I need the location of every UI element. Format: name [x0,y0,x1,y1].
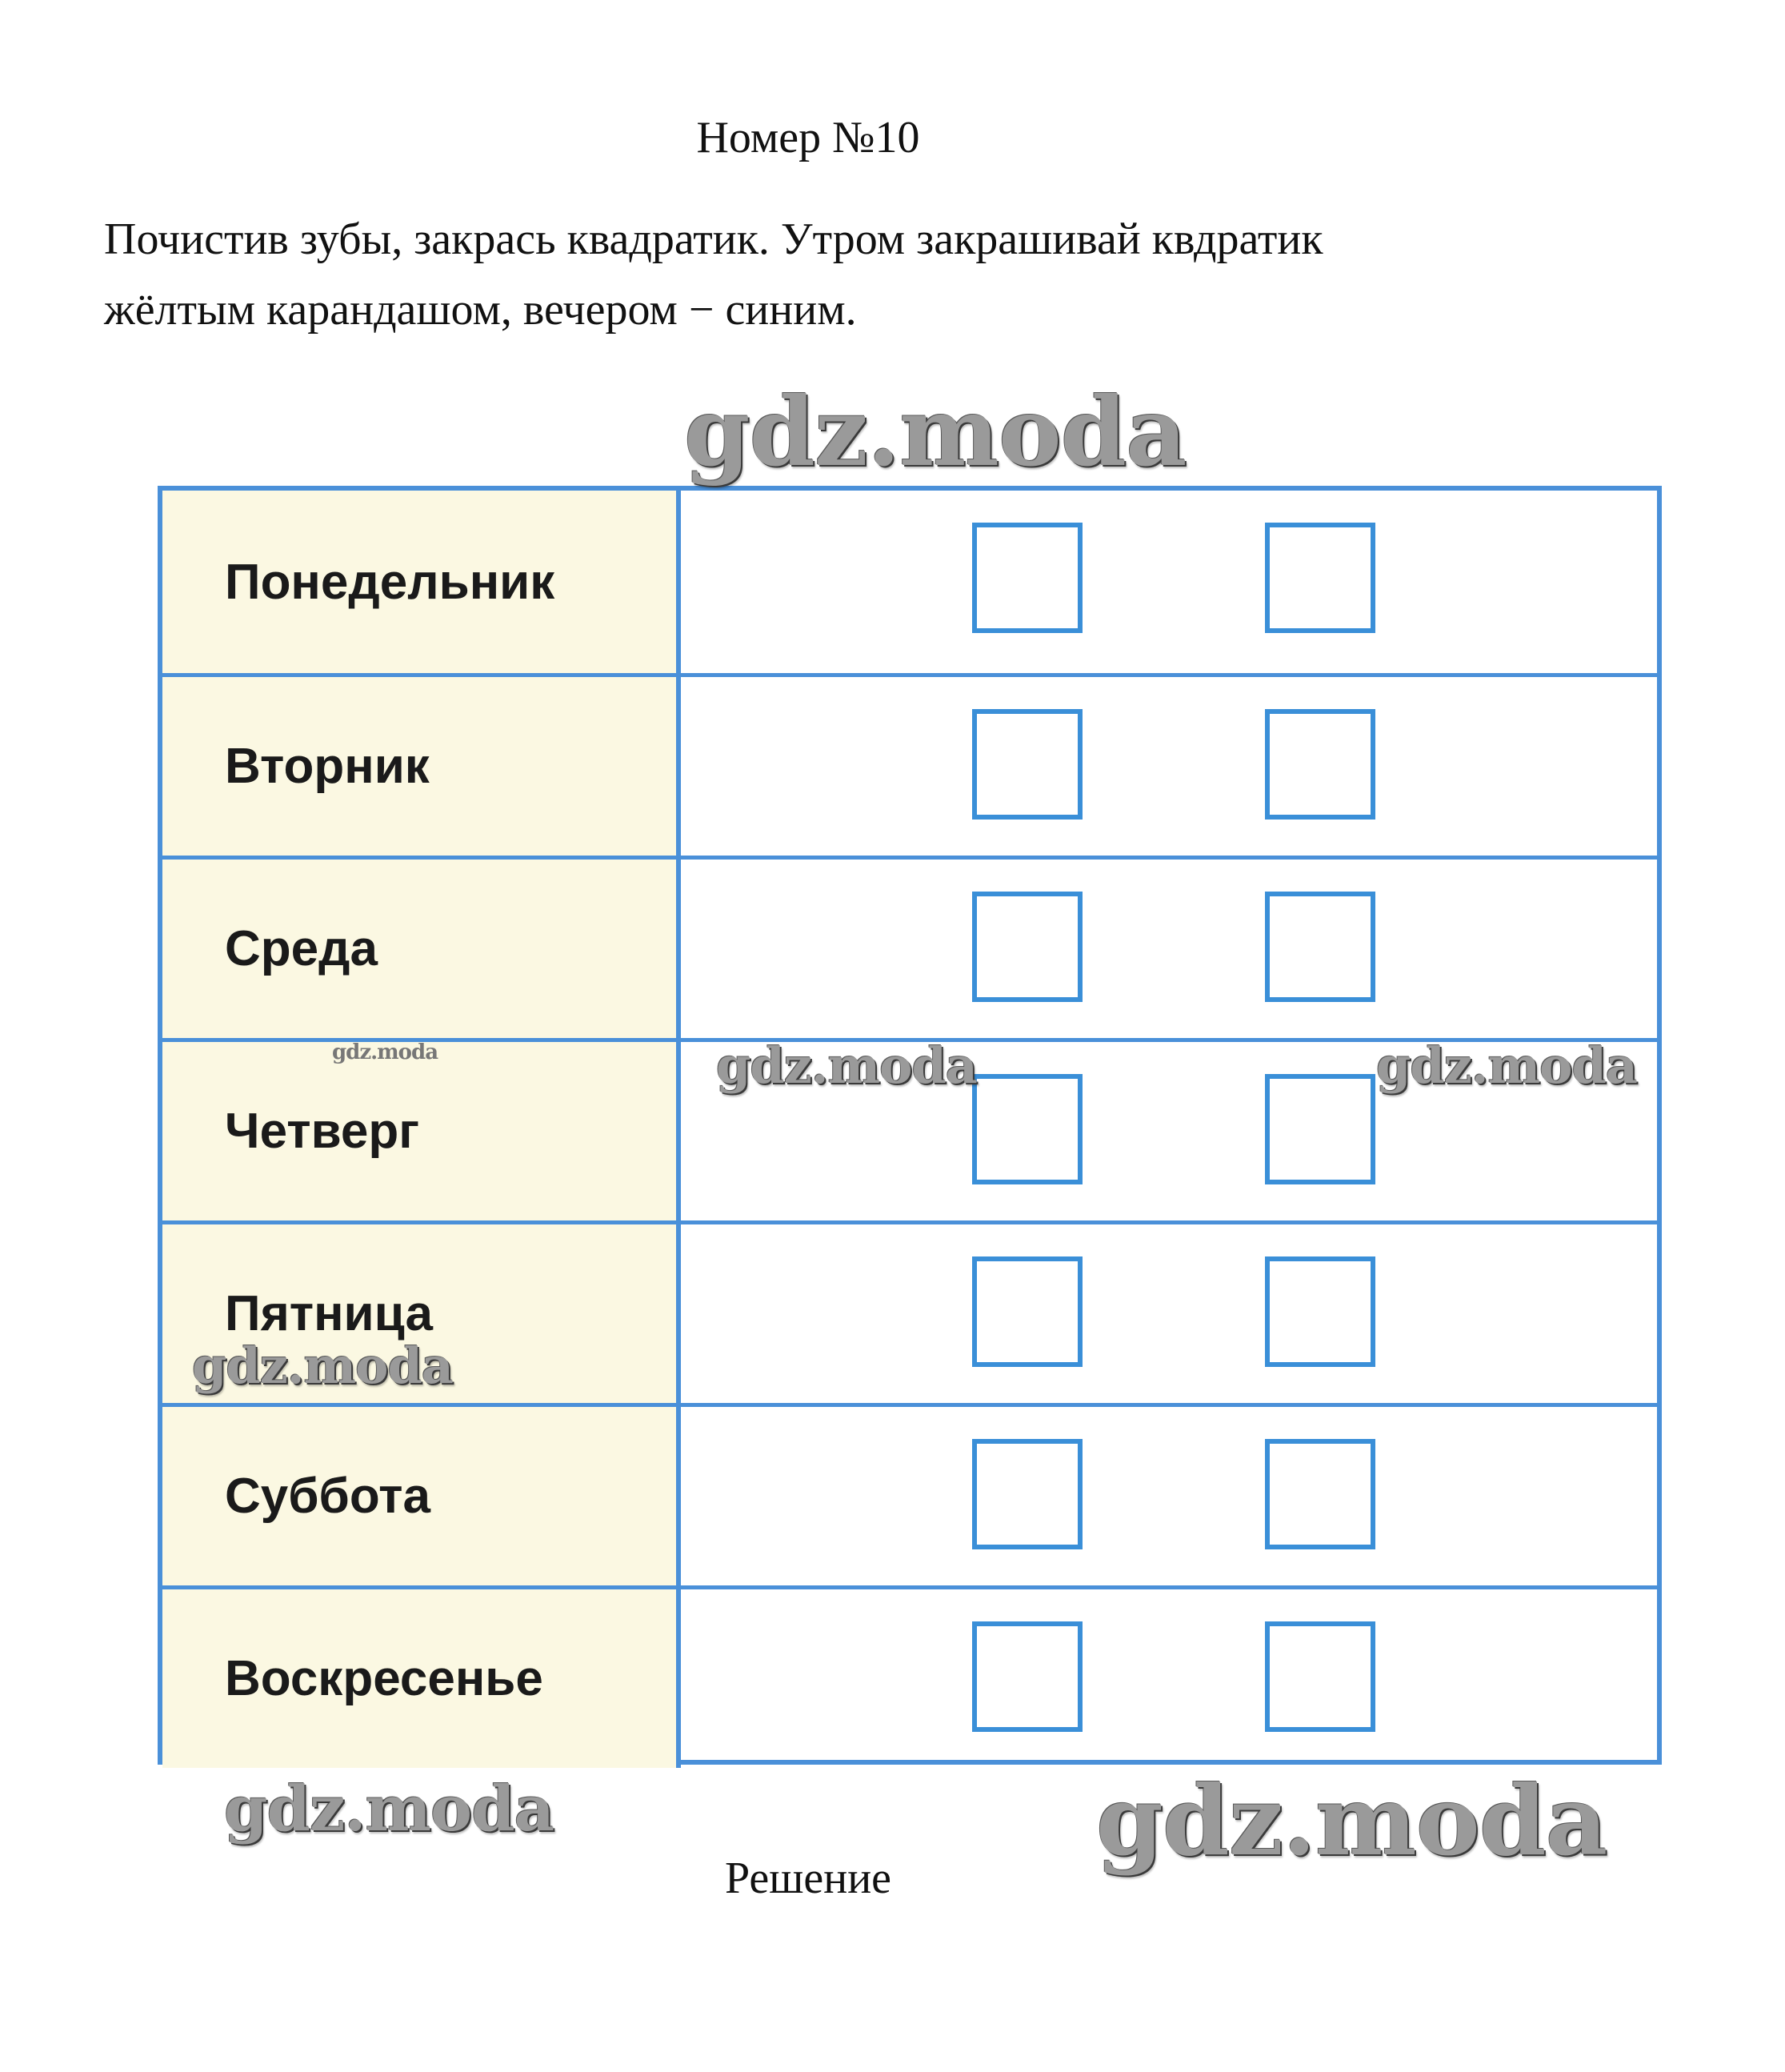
morning-checkbox-sunday[interactable] [972,1621,1083,1732]
day-label-wednesday: Среда [162,860,681,1038]
schedule-row-saturday [162,1403,1657,1585]
morning-checkbox-thursday[interactable] [972,1074,1083,1184]
day-label-thursday: Четверг [162,1042,681,1220]
evening-checkbox-wednesday[interactable] [1265,892,1375,1002]
solution-label: Решение [724,1854,892,1903]
schedule-row-thursday [162,1038,1657,1220]
watermark-left: gdz.moda [192,1337,453,1395]
day-label-monday: Понедельник [162,491,681,673]
watermark-small: gdz.moda [332,1040,438,1064]
watermark-top: gdz.moda [684,376,1187,487]
morning-checkbox-tuesday[interactable] [972,709,1083,820]
watermark-bottom-right: gdz.moda [1096,1765,1607,1878]
evening-checkbox-monday[interactable] [1265,523,1375,633]
evening-checkbox-friday[interactable] [1265,1256,1375,1367]
instructions [104,204,1624,345]
tooth-brushing-schedule-table [158,486,1662,1765]
morning-checkbox-saturday[interactable] [972,1439,1083,1549]
day-label-friday: Пятница [162,1224,681,1403]
day-label-tuesday: Вторник [162,677,681,856]
evening-checkbox-tuesday[interactable] [1265,709,1375,820]
day-label-saturday: Суббота [162,1407,681,1585]
watermark-middle-left: gdz.moda [716,1036,977,1095]
schedule-row-tuesday [162,673,1657,856]
morning-checkbox-monday[interactable] [972,523,1083,633]
schedule-row-sunday [162,1585,1657,1768]
evening-checkbox-thursday[interactable] [1265,1074,1375,1184]
schedule-row-monday [162,491,1657,673]
instructions-line-2: жёлтым карандашом, вечером − синим. [104,285,857,335]
schedule-row-wednesday [162,856,1657,1038]
morning-checkbox-friday[interactable] [972,1256,1083,1367]
page-title: Номер №10 [696,113,920,162]
morning-checkbox-wednesday[interactable] [972,892,1083,1002]
watermark-middle-right: gdz.moda [1376,1036,1637,1095]
day-label-sunday: Воскресенье [162,1589,681,1768]
watermark-bottom-left: gdz.moda [224,1773,554,1846]
instructions-line-1: Почистив зубы, закрась квадратик. Утром закрашивай квдратик [104,214,1323,264]
schedule-row-friday [162,1220,1657,1403]
evening-checkbox-sunday[interactable] [1265,1621,1375,1732]
evening-checkbox-saturday[interactable] [1265,1439,1375,1549]
